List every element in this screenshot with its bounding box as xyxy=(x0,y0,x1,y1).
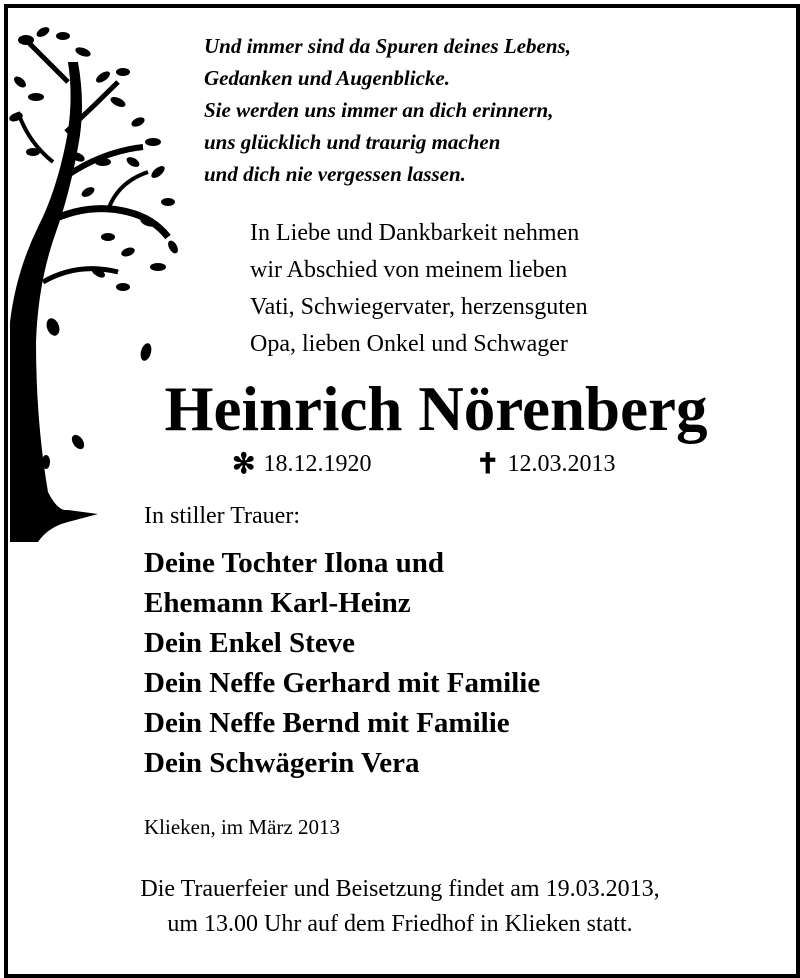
death-date-line xyxy=(476,448,615,481)
deceased-name: Heinrich Nörenberg xyxy=(164,374,708,444)
service-info xyxy=(0,872,800,942)
intro-line: Vati, Schwiegervater, herzensguten xyxy=(250,294,588,320)
poem xyxy=(204,30,571,190)
birth-star-icon: ✻ xyxy=(232,449,256,480)
birth-date-line xyxy=(232,448,371,481)
mourner-line: Dein Enkel Steve xyxy=(144,627,356,659)
mourner-line: Ehemann Karl-Heinz xyxy=(144,587,411,619)
mourner-line: Dein Schwägerin Vera xyxy=(144,747,420,779)
poem-line: Gedanken und Augenblicke. xyxy=(204,66,450,90)
birth-date: 18.12.1920 xyxy=(263,451,372,477)
intro-line: wir Abschied von meinem lieben xyxy=(250,257,568,283)
tree-silhouette-icon xyxy=(8,22,183,552)
poem-line: Sie werden uns immer an dich erinnern, xyxy=(204,98,554,122)
mourner-line: Dein Neffe Gerhard mit Familie xyxy=(144,667,541,699)
mourner-line: Deine Tochter Ilona und xyxy=(144,547,445,579)
service-line: Die Trauerfeier und Beisetzung findet am 19.03.2013, xyxy=(140,876,660,902)
intro-text xyxy=(250,215,588,363)
mourning-label: In stiller Trauer: xyxy=(144,503,300,529)
poem-line: und dich nie vergessen lassen. xyxy=(204,162,466,186)
death-date: 12.03.2013 xyxy=(507,451,616,477)
mourners-list xyxy=(144,543,540,783)
death-cross-icon: ✝ xyxy=(476,449,500,480)
poem-line: uns glücklich und traurig machen xyxy=(204,130,501,154)
mourner-line: Dein Neffe Bernd mit Familie xyxy=(144,707,510,739)
intro-line: In Liebe und Dankbarkeit nehmen xyxy=(250,220,580,246)
service-line: um 13.00 Uhr auf dem Friedhof in Klieken statt. xyxy=(167,911,633,937)
poem-line: Und immer sind da Spuren deines Lebens, xyxy=(204,34,571,58)
intro-line: Opa, lieben Onkel und Schwager xyxy=(250,331,568,357)
place-date: Klieken, im März 2013 xyxy=(144,815,340,839)
